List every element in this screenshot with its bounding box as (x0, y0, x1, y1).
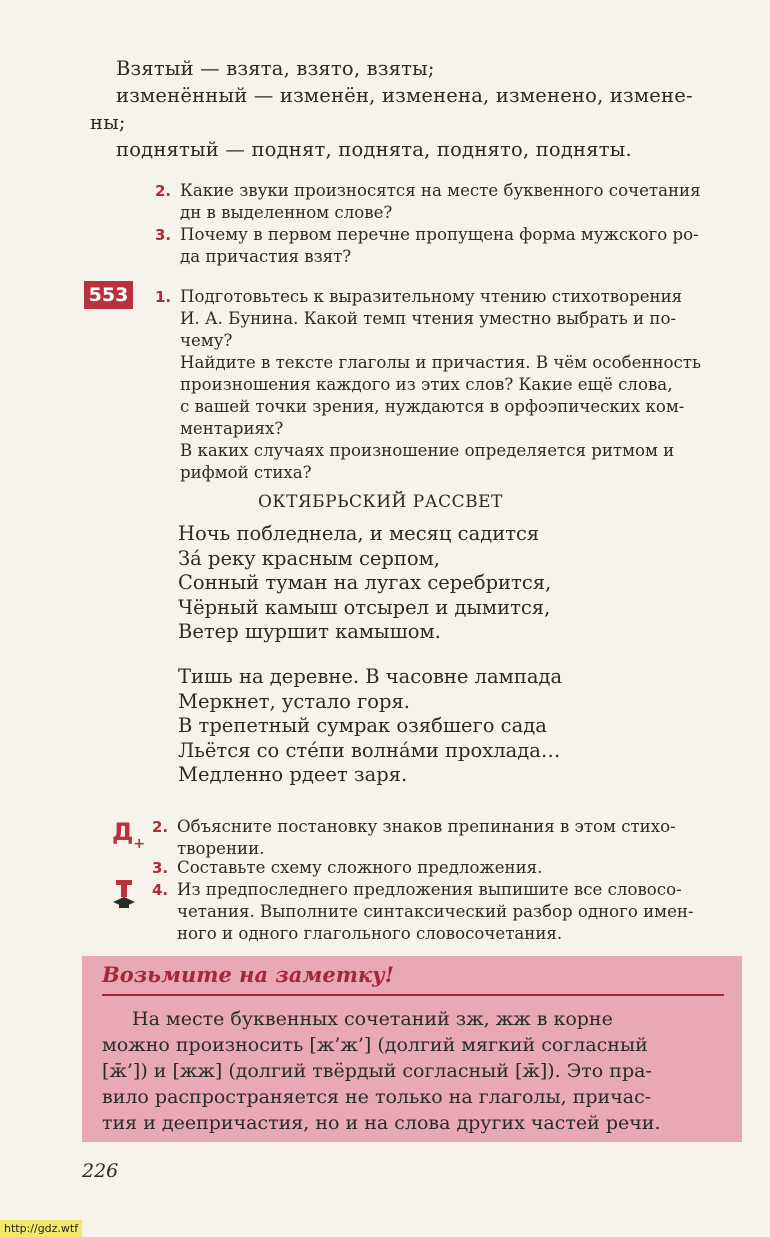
poem-line: За́ реку красным серпом, (178, 546, 441, 570)
homework-d-icon: $Д_+$ (112, 818, 146, 852)
graduation-cap-icon (113, 880, 135, 910)
note-heading: Возьмите на заметку! (102, 962, 394, 987)
poem-line: Ночь побледнела, и месяц садится (178, 522, 540, 545)
poem-stanza-1 (178, 522, 551, 645)
question-line: творении. (177, 839, 265, 858)
question-line: И. А. Бунина. Какой темп чтения уместно выбрать и по- (180, 309, 677, 328)
note-line: На месте буквенных сочетаний зж, жж в корне (132, 1008, 613, 1030)
question-line: четания. Выполните синтаксический разбор одного имен- (177, 902, 694, 921)
question-line: с вашей точки зрения, нуждаются в орфоэпических ком- (180, 397, 685, 416)
question-line: ментариях? (180, 419, 284, 438)
question-number: 3. (152, 859, 169, 877)
poem-line: Ветер шуршит камышом. (178, 620, 441, 644)
source-link[interactable]: http://gdz.wtf (0, 1220, 82, 1237)
poem-stanza-2 (178, 665, 562, 788)
question-line: рифмой стиха? (180, 463, 312, 482)
question-line: Какие звуки произносятся на месте буквенного сочетания (180, 181, 701, 200)
note-text (102, 1006, 724, 1136)
top-line-4: поднятый — поднят, поднята, поднято, подняты. (116, 138, 632, 161)
note-line: можно произносить [ж’ж’] (долгий мягкий согласный (102, 1034, 648, 1056)
note-line: вило распространяется не только на глаголы, причас- (102, 1086, 652, 1108)
question-number: 4. (152, 881, 169, 899)
top-line-3: ны; (90, 111, 126, 134)
note-divider (102, 994, 724, 996)
question-line: Объясните постановку знаков препинания в этом стихо- (177, 817, 676, 836)
poem-line: Чёрный камыш отсырел и дымится, (178, 595, 551, 619)
note-line: тия и деепричастия, но и на слова других частей речи. (102, 1112, 661, 1134)
question-number: 3. (155, 226, 172, 244)
question-line: Найдите в тексте глаголы и причастия. В чём особенность (180, 353, 702, 372)
page-number: 226 (82, 1160, 119, 1182)
poem-line: Меркнет, устало горя. (178, 689, 410, 713)
question-line: ного и одного глагольного словосочетания. (177, 924, 563, 943)
question-line: чему? (180, 331, 233, 350)
question-line: да причастия взят? (180, 247, 352, 266)
poem-line: Тишь на деревне. В часовне лампада (178, 665, 563, 688)
note-line: [ж̄’]) и [жж] (долгий твёрдый согласный [ж̄]). Это пра- (102, 1060, 652, 1082)
top-line-1: Взятый — взята, взято, взяты; (116, 57, 435, 80)
top-line-2: изменённый — изменён, изменена, изменено, измене- (116, 84, 693, 107)
question-line: произношения каждого из этих слов? Какие ещё слова, (180, 375, 673, 394)
question-line: Почему в первом перечне пропущена форма мужского ро- (180, 225, 699, 244)
question-line: В каких случаях произношение определяется ритмом и (180, 441, 675, 460)
poem-title: ОКТЯБРЬСКИЙ РАССВЕТ (258, 492, 503, 512)
poem-line: В трепетный сумрак озябшего сада (178, 714, 547, 738)
poem-line: Медленно рдеет заря. (178, 763, 408, 787)
question-line: дн в выделенном слове? (180, 203, 393, 222)
question-line: Составьте схему сложного предложения. (177, 858, 543, 877)
question-line: Из предпоследнего предложения выпишите все словосо- (177, 880, 682, 899)
question-line: Подготовьтесь к выразительному чтению стихотворения (180, 287, 683, 306)
poem-line: Льётся со сте́пи волна́ми прохлада… (178, 738, 561, 762)
question-number: 2. (152, 818, 169, 836)
question-number: 1. (155, 288, 172, 306)
note-box (82, 956, 742, 1142)
poem-line: Сонный туман на лугах серебрится, (178, 571, 552, 595)
exercise-number-badge: 553 (84, 281, 133, 309)
question-number: 2. (155, 182, 172, 200)
